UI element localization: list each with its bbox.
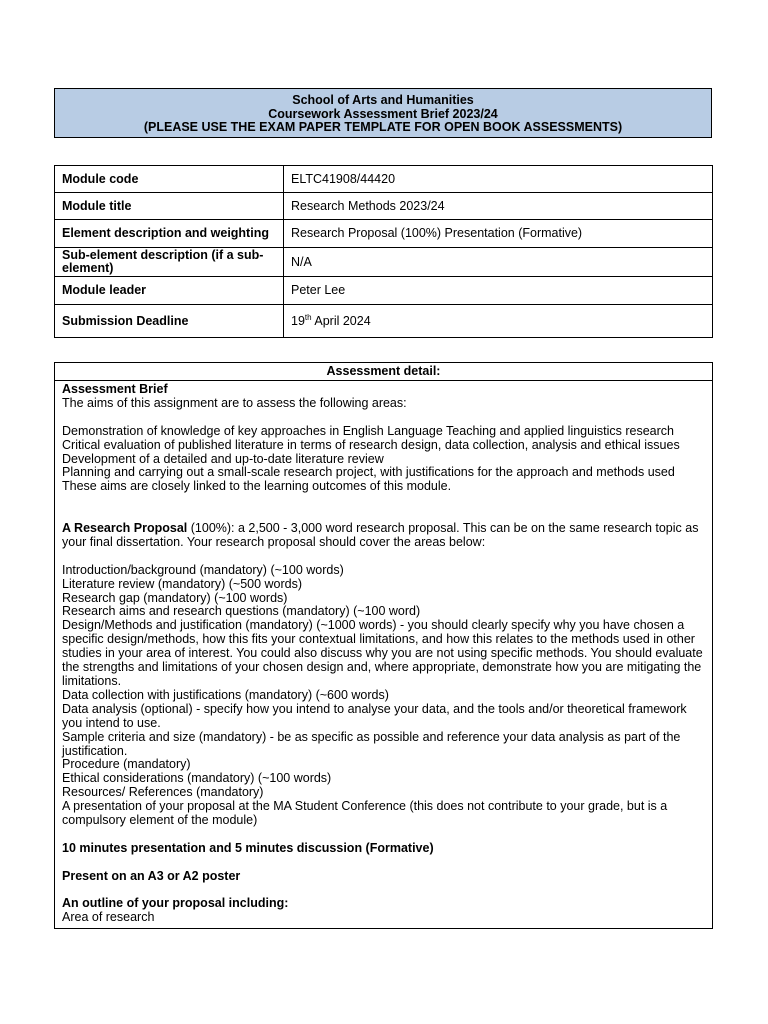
element-label: Element description and weighting bbox=[55, 220, 284, 248]
table-row bbox=[55, 248, 713, 277]
outline-heading: An outline of your proposal including: bbox=[62, 896, 289, 911]
table-row bbox=[55, 193, 713, 220]
brief-title: Coursework Assessment Brief 2023/24 bbox=[268, 106, 498, 121]
deadline-value bbox=[284, 305, 713, 338]
area-item: Research aims and research questions (mandatory) (~100 word) bbox=[62, 604, 421, 619]
detail-heading: Assessment detail: bbox=[55, 363, 712, 381]
outline-item: Area of research bbox=[62, 910, 155, 925]
assessment-detail bbox=[54, 362, 713, 929]
proposal-text: (100%): a 2,500 - 3,000 word research proposal. This can be on the same research topic as your final dissertation. Your research proposal should cover the areas below: bbox=[62, 521, 699, 549]
template-note: (PLEASE USE THE EXAM PAPER TEMPLATE FOR OPEN BOOK ASSESSMENTS) bbox=[143, 120, 623, 134]
table-row bbox=[55, 220, 713, 248]
area-item: Literature review (mandatory) (~500 words) bbox=[62, 576, 303, 591]
table-row bbox=[55, 166, 713, 193]
brief-heading: Assessment Brief bbox=[62, 382, 168, 396]
detail-body bbox=[55, 381, 712, 925]
aim-item: Planning and carrying out a small-scale research project, with justifications for the approach and methods used bbox=[62, 465, 675, 480]
deadline-day: 19 bbox=[291, 313, 305, 328]
school-name: School of Arts and Humanities bbox=[292, 93, 474, 107]
area-item: Resources/ References (mandatory) bbox=[62, 785, 264, 800]
module-info-table bbox=[54, 165, 713, 338]
aims-intro: The aims of this assignment are to assess the following areas: bbox=[62, 395, 407, 410]
deadline-suffix: th bbox=[304, 312, 312, 322]
subelement-label: Sub-element description (if a sub-element) bbox=[55, 248, 284, 277]
module-leader-value: Peter Lee bbox=[284, 277, 713, 305]
area-item: Design/Methods and justification (mandatory) (~1000 words) - you should clearly specify why you have chosen a specific design/methods, how this fits your contextual limitations, and how this relates to the methods used in other studies in your area of interest. You could also discuss why you are not using specific methods. You should evaluate the strengths and limitations of your chosen design and, where appropriate, demonstrate how you are mitigating the limitations. bbox=[62, 618, 703, 688]
area-item: Introduction/background (mandatory) (~100 words) bbox=[62, 562, 344, 577]
poster-format: Present on an A3 or A2 poster bbox=[62, 868, 241, 883]
area-item: Data analysis (optional) - specify how you intend to analyse your data, and the tools and/or theoretical framework you intend to use. bbox=[62, 701, 687, 730]
aim-item: Demonstration of knowledge of key approaches in English Language Teaching and applied linguistics research bbox=[62, 423, 674, 438]
module-code-value: ELTC41908/44420 bbox=[284, 166, 713, 193]
table-row bbox=[55, 277, 713, 305]
subelement-value: N/A bbox=[284, 248, 713, 277]
table-row bbox=[55, 305, 713, 338]
area-item: A presentation of your proposal at the MA Student Conference (this does not contribute to your grade, but is a compulsory element of the module) bbox=[62, 799, 668, 828]
deadline-month-year: April 2024 bbox=[311, 313, 371, 328]
area-item: Ethical considerations (mandatory) (~100 words) bbox=[62, 771, 332, 786]
element-value: Research Proposal (100%) Presentation (Formative) bbox=[284, 220, 713, 248]
proposal-description bbox=[62, 522, 705, 550]
area-item: Data collection with justifications (mandatory) (~600 words) bbox=[62, 687, 389, 702]
module-leader-label: Module leader bbox=[55, 277, 284, 305]
aim-item: Development of a detailed and up-to-date literature review bbox=[62, 451, 384, 466]
area-item: Sample criteria and size (mandatory) - be as specific as possible and reference your data analysis as part of the justification. bbox=[62, 729, 681, 758]
module-title-label: Module title bbox=[55, 193, 284, 220]
area-item: Procedure (mandatory) bbox=[62, 757, 191, 772]
presentation-format: 10 minutes presentation and 5 minutes discussion (Formative) bbox=[62, 840, 434, 855]
area-item: Research gap (mandatory) (~100 words) bbox=[62, 590, 288, 605]
aim-item: These aims are closely linked to the learning outcomes of this module. bbox=[62, 479, 452, 494]
module-title-value: Research Methods 2023/24 bbox=[284, 193, 713, 220]
module-code-label: Module code bbox=[55, 166, 284, 193]
proposal-title: A Research Proposal bbox=[62, 521, 188, 536]
deadline-label: Submission Deadline bbox=[55, 305, 284, 338]
brief-header bbox=[54, 88, 712, 138]
aim-item: Critical evaluation of published literature in terms of research design, data collection, analysis and ethical issues bbox=[62, 437, 680, 452]
